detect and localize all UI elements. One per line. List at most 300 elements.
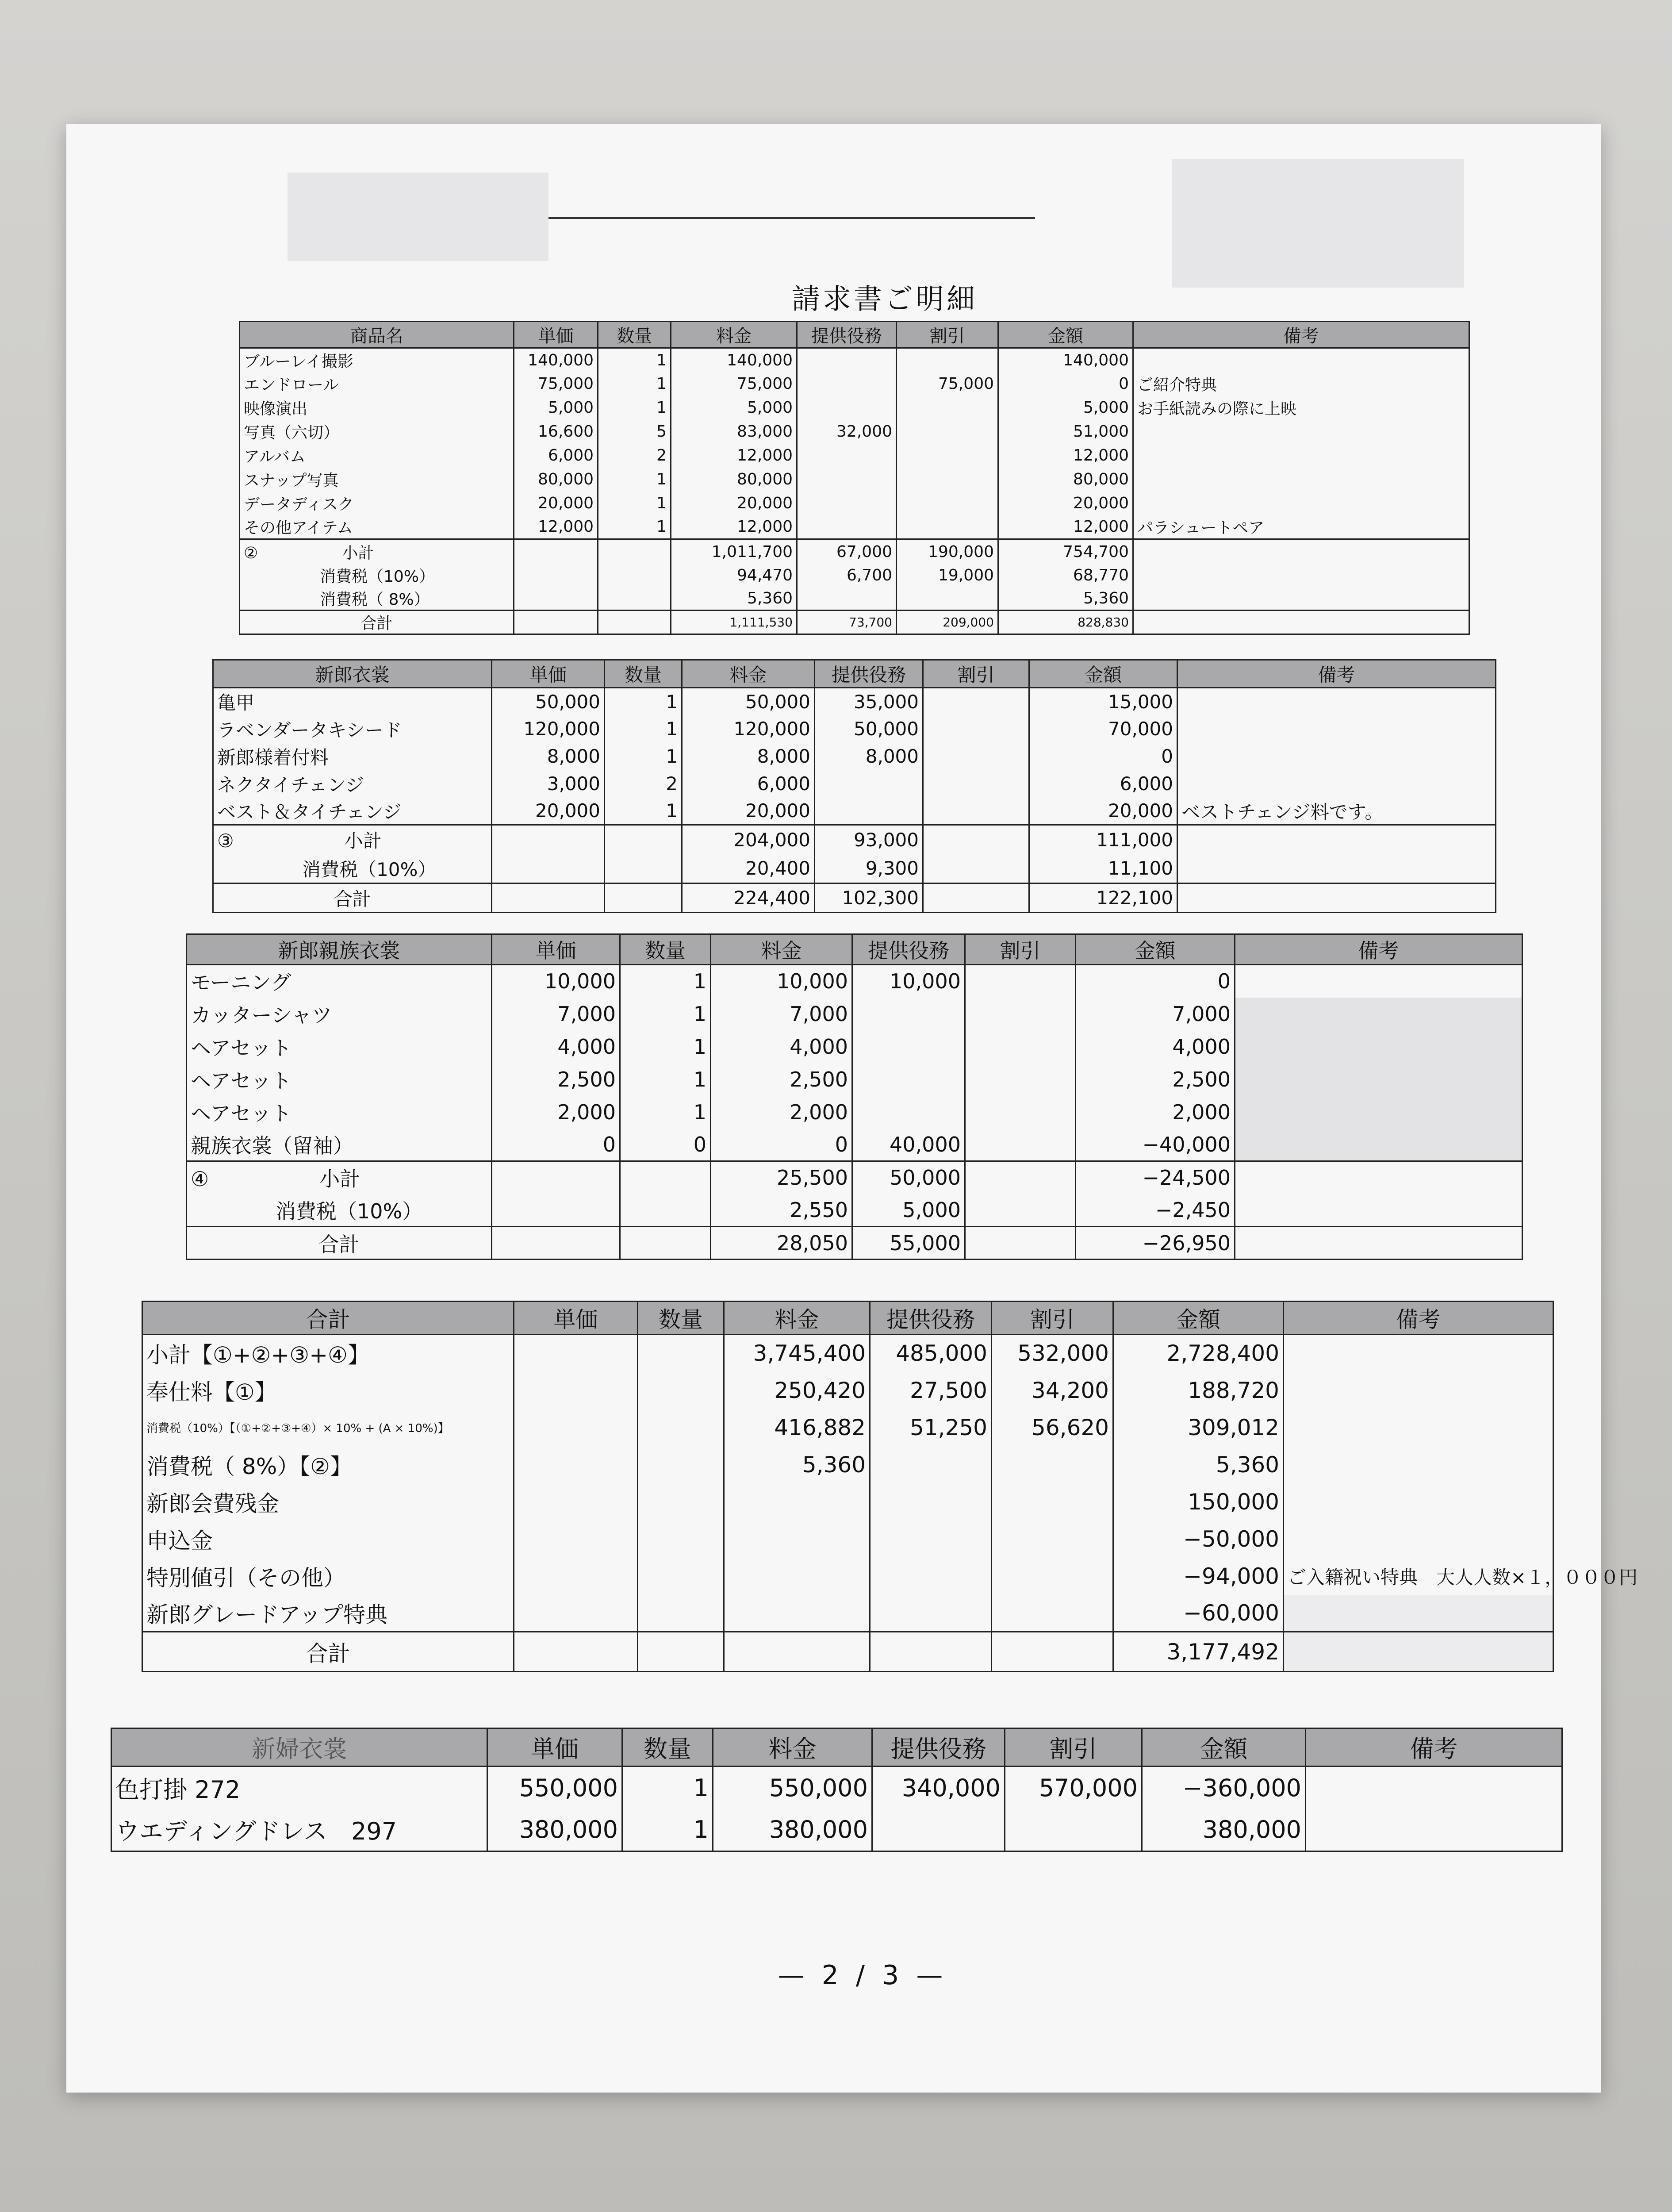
table-cell: その他アイテム: [240, 515, 514, 539]
table-cell: 写真（六切）: [240, 420, 514, 444]
table-row: [187, 1063, 1522, 1096]
table-cell: 特別値引（その他）: [142, 1558, 514, 1595]
table-cell: 申込金: [142, 1521, 514, 1558]
table-cell: 3,177,492: [1113, 1632, 1284, 1672]
table-cell: [1133, 468, 1469, 492]
table-cell: 親族衣裳（留袖）: [187, 1129, 492, 1161]
table-cell: 12,000: [671, 515, 797, 539]
col-header-unit-price: 単価: [492, 660, 605, 688]
table-cell: 50,000: [492, 688, 605, 715]
empty-cell: [1235, 998, 1522, 1030]
col-header-charge: 料金: [671, 322, 797, 348]
table-row: [187, 965, 1522, 998]
table-cell: [852, 998, 965, 1030]
table-cell: 1: [598, 468, 671, 492]
table-cell: 19,000: [897, 564, 998, 587]
table-cell: 0: [1029, 743, 1177, 770]
empty-cell: ④ 小計: [187, 1161, 492, 1194]
table-cell: 93,000: [815, 825, 923, 854]
table-cell: [724, 1595, 870, 1632]
col-header-charge: 料金: [724, 1302, 870, 1335]
empty-cell: [923, 825, 1029, 854]
table-row: [213, 798, 1496, 825]
table-cell: モーニング: [187, 965, 492, 998]
table-cell: [897, 396, 998, 420]
table-cell: 122,100: [1029, 883, 1177, 913]
table-cell: [870, 1558, 992, 1595]
empty-cell: [638, 1335, 724, 1372]
table-cell: 754,700: [998, 539, 1133, 564]
table-cell: [923, 688, 1029, 715]
table-cell: 68,770: [998, 564, 1133, 587]
table-cell: [1177, 743, 1496, 770]
empty-cell: [492, 883, 605, 913]
table-row: [213, 688, 1496, 715]
table-cell: [897, 492, 998, 515]
empty-cell: [514, 1595, 638, 1632]
empty-cell: [492, 1227, 620, 1260]
table-cell: 550,000: [713, 1767, 872, 1809]
table-cell: [815, 770, 923, 798]
total-row: [240, 610, 1469, 634]
table-cell: 亀甲: [213, 688, 492, 715]
table-cell: 合計: [213, 883, 492, 913]
table-cell: 6,700: [797, 564, 897, 587]
table-cell: 80,000: [998, 468, 1133, 492]
empty-cell: [492, 1194, 620, 1227]
table-cell: [992, 1595, 1113, 1632]
table-cell: [1177, 715, 1496, 743]
empty-cell: ③ 小計: [213, 825, 492, 854]
table-cell: 小計【①+②+③+④】: [142, 1335, 514, 1372]
table-cell: [897, 468, 998, 492]
subtotal-row: [240, 539, 1469, 564]
table-cell: [852, 1030, 965, 1063]
col-header-item: 新婦衣裳: [111, 1728, 487, 1767]
table-cell: 5,000: [514, 396, 598, 420]
table-cell: [815, 798, 923, 825]
table-cell: [870, 1595, 992, 1632]
table-cell: アルバム: [240, 444, 514, 468]
table-cell: [1177, 688, 1496, 715]
empty-cell: [1235, 1227, 1522, 1260]
col-header-quantity: 数量: [605, 660, 682, 688]
col-header-charge: 料金: [711, 934, 852, 965]
table-cell: ヘアセット: [187, 1096, 492, 1129]
table-cell: お手紙読みの際に上映: [1133, 396, 1469, 420]
table-cell: [1284, 1335, 1553, 1372]
empty-cell: [638, 1521, 724, 1558]
redacted-company-info: [1172, 159, 1464, 288]
table-cell: 0: [998, 372, 1133, 396]
empty-cell: [1133, 610, 1469, 634]
table-cell: [1284, 1409, 1553, 1446]
table-cell: 5: [598, 420, 671, 444]
table-cell: [870, 1446, 992, 1483]
empty-cell: [638, 1558, 724, 1595]
table-cell: 12,000: [671, 444, 797, 468]
table-cell: 新郎グレードアップ特典: [142, 1595, 514, 1632]
col-header-unit-price: 単価: [487, 1728, 622, 1767]
col-header-provided: 提供役務: [852, 934, 965, 965]
table-cell: [897, 420, 998, 444]
table-cell: 550,000: [487, 1767, 622, 1809]
empty-cell: [514, 1632, 638, 1672]
table-cell: ベストチェンジ料です。: [1177, 798, 1496, 825]
table-cell: 51,000: [998, 420, 1133, 444]
empty-cell: [1235, 1030, 1522, 1063]
empty-cell: [514, 1558, 638, 1595]
table-cell: 25,500: [711, 1161, 852, 1194]
empty-cell: [514, 610, 598, 634]
table-row: [240, 468, 1469, 492]
table-cell: 奉仕料【①】: [142, 1372, 514, 1409]
table-cell: 1: [598, 372, 671, 396]
empty-cell: [1306, 1767, 1562, 1809]
empty-cell: [1306, 1809, 1562, 1851]
table-cell: 2,728,400: [1113, 1335, 1284, 1372]
table-row: [240, 396, 1469, 420]
table-cell: 1: [620, 1030, 711, 1063]
table-cell: 0: [620, 1129, 711, 1161]
col-header-unit-price: 単価: [492, 934, 620, 965]
empty-cell: [605, 825, 682, 854]
table-cell: 1: [605, 743, 682, 770]
table-cell: 消費税（10%）【（①+②+③+④）× 10% + (A × 10%)】: [142, 1409, 514, 1446]
col-header-remarks: 備考: [1133, 322, 1469, 348]
table-cell: ご紹介特典: [1133, 372, 1469, 396]
table-cell: 20,400: [682, 854, 815, 883]
table-cell: 1: [605, 798, 682, 825]
table-cell: [797, 396, 897, 420]
table-row: [213, 715, 1496, 743]
table-cell: [1133, 348, 1469, 372]
table-cell: 15,000: [1029, 688, 1177, 715]
table-cell: 532,000: [992, 1335, 1113, 1372]
table-cell: ベスト＆タイチェンジ: [213, 798, 492, 825]
table-cell: 16,600: [514, 420, 598, 444]
table-cell: [992, 1483, 1113, 1521]
table-cell: ヘアセット: [187, 1063, 492, 1096]
table-cell: 75,000: [514, 372, 598, 396]
table-cell: 35,000: [815, 688, 923, 715]
col-header-provided: 提供役務: [872, 1728, 1005, 1767]
col-header-discount: 割引: [897, 322, 998, 348]
table-cell: [992, 1558, 1113, 1595]
table-cell: 1: [598, 515, 671, 539]
table-cell: スナップ写真: [240, 468, 514, 492]
table-cell: 340,000: [872, 1767, 1005, 1809]
table-cell: 1: [605, 715, 682, 743]
table-cell: 12,000: [998, 444, 1133, 468]
col-header-quantity: 数量: [622, 1728, 713, 1767]
col-header-discount: 割引: [1005, 1728, 1142, 1767]
table-cell: [965, 1129, 1076, 1161]
table-row: [240, 372, 1469, 396]
empty-cell: [923, 883, 1029, 913]
table-cell: 合計: [240, 610, 514, 634]
table-cell: 1: [598, 348, 671, 372]
col-header-remarks: 備考: [1177, 660, 1496, 688]
tax10-row: [213, 854, 1496, 883]
table-row: [142, 1483, 1553, 1521]
table-cell: 416,882: [724, 1409, 870, 1446]
table-cell: [965, 965, 1076, 998]
table-cell: 83,000: [671, 420, 797, 444]
empty-cell: [605, 854, 682, 883]
col-header-unit-price: 単価: [514, 1302, 638, 1335]
empty-cell: [598, 587, 671, 611]
table-cell: 4,000: [711, 1030, 852, 1063]
empty-cell: [724, 1632, 870, 1672]
table-cell: −60,000: [1113, 1595, 1284, 1632]
empty-cell: [1235, 1096, 1522, 1129]
col-header-provided: 提供役務: [815, 660, 923, 688]
col-header-discount: 割引: [992, 1302, 1113, 1335]
table-cell: 0: [1076, 965, 1235, 998]
table-cell: 1: [598, 396, 671, 420]
empty-cell: [620, 1194, 711, 1227]
empty-cell: [492, 825, 605, 854]
tax10-row: [187, 1194, 1522, 1227]
table-cell: 75,000: [897, 372, 998, 396]
table-cell: 映像演出: [240, 396, 514, 420]
table-cell: 8,000: [815, 743, 923, 770]
empty-cell: [605, 883, 682, 913]
table-cell: ネクタイチェンジ: [213, 770, 492, 798]
table-cell: [897, 348, 998, 372]
table-row: [187, 998, 1522, 1030]
table-cell: 1: [620, 998, 711, 1030]
empty-cell: [598, 539, 671, 564]
table-cell: [923, 715, 1029, 743]
empty-cell: [638, 1632, 724, 1672]
table-cell: 2,000: [1076, 1096, 1235, 1129]
table-cell: 309,012: [1113, 1409, 1284, 1446]
empty-cell: [492, 1161, 620, 1194]
empty-cell: [965, 1194, 1076, 1227]
table-cell: [923, 798, 1029, 825]
col-header-remarks: 備考: [1284, 1302, 1553, 1335]
empty-cell: [923, 854, 1029, 883]
table-cell: 20,000: [998, 492, 1133, 515]
table-row: [142, 1521, 1553, 1558]
empty-cell: [1235, 1161, 1522, 1194]
empty-cell: [620, 1227, 711, 1260]
empty-cell: [992, 1632, 1113, 1672]
table-cell: −94,000: [1113, 1558, 1284, 1595]
table-cell: 224,400: [682, 883, 815, 913]
table-cell: 27,500: [870, 1372, 992, 1409]
empty-cell: [598, 564, 671, 587]
table-cell: [870, 1521, 992, 1558]
table-cell: 色打掛 272: [111, 1767, 487, 1809]
table-row: [142, 1446, 1553, 1483]
table-cell: [797, 492, 897, 515]
table-cell: [923, 743, 1029, 770]
table-cell: 380,000: [487, 1809, 622, 1851]
table-cell: 1: [622, 1767, 713, 1809]
col-header-charge: 料金: [713, 1728, 872, 1767]
empty-cell: [1284, 1632, 1553, 1672]
table-cell: 570,000: [1005, 1767, 1142, 1809]
table-cell: 1: [605, 688, 682, 715]
table-cell: 70,000: [1029, 715, 1177, 743]
subtotal-row: [213, 825, 1496, 854]
table-cell: 188,720: [1113, 1372, 1284, 1409]
table-cell: −360,000: [1142, 1767, 1306, 1809]
table-cell: [1005, 1809, 1142, 1851]
table-cell: [1284, 1483, 1553, 1521]
total-row: [142, 1632, 1553, 1672]
table-cell: 34,200: [992, 1372, 1113, 1409]
table-cell: 380,000: [1142, 1809, 1306, 1851]
table-cell: [965, 1063, 1076, 1096]
invoice-page: [66, 124, 1638, 2093]
table-cell: [797, 515, 897, 539]
col-header-charge: 料金: [682, 660, 815, 688]
table-cell: 20,000: [682, 798, 815, 825]
col-header-amount: 金額: [1029, 660, 1177, 688]
total-row: [213, 883, 1496, 913]
empty-cell: [1235, 1063, 1522, 1096]
table-cell: 204,000: [682, 825, 815, 854]
table-cell: 75,000: [671, 372, 797, 396]
col-header-item: 新郎親族衣裳: [187, 934, 492, 965]
table-cell: 消費税（ 8%）【②】: [142, 1446, 514, 1483]
empty-cell: [638, 1372, 724, 1409]
table-cell: 5,000: [671, 396, 797, 420]
table-cell: パラシュートペア: [1133, 515, 1469, 539]
table-cell: [1133, 420, 1469, 444]
col-header-item: 合計: [142, 1302, 514, 1335]
table-cell: 1: [620, 965, 711, 998]
table-cell: 6,000: [682, 770, 815, 798]
table-cell: [852, 1063, 965, 1096]
table-cell: 51,250: [870, 1409, 992, 1446]
table-cell: カッターシャツ: [187, 998, 492, 1030]
table-cell: 50,000: [815, 715, 923, 743]
col-header-quantity: 数量: [598, 322, 671, 348]
table-cell: 合計: [142, 1632, 514, 1672]
table-cell: 50,000: [852, 1161, 965, 1194]
table-cell: 消費税（ 8%）: [240, 587, 514, 611]
table-cell: 3,000: [492, 770, 605, 798]
table-cell: 5,000: [998, 396, 1133, 420]
table-cell: [965, 1096, 1076, 1129]
table-cell: 1: [620, 1063, 711, 1096]
col-header-item: 新郎衣裳: [213, 660, 492, 688]
tax10-row: [240, 564, 1469, 587]
table-cell: [965, 1030, 1076, 1063]
table-cell: [992, 1446, 1113, 1483]
table-cell: 10,000: [711, 965, 852, 998]
table-cell: [1284, 1372, 1553, 1409]
col-header-discount: 割引: [923, 660, 1029, 688]
table-cell: 5,360: [1113, 1446, 1284, 1483]
table-cell: 20,000: [492, 798, 605, 825]
table-cell: 50,000: [682, 688, 815, 715]
empty-cell: [620, 1161, 711, 1194]
table-cell: [897, 515, 998, 539]
table-cell: [797, 468, 897, 492]
table-cell: 140,000: [514, 348, 598, 372]
table-cell: エンドロール: [240, 372, 514, 396]
table-cell: 485,000: [870, 1335, 992, 1372]
table-cell: 828,830: [998, 610, 1133, 634]
table-cell: 1: [620, 1096, 711, 1129]
table-cell: 消費税（10%）: [240, 564, 514, 587]
table-cell: 7,000: [1076, 998, 1235, 1030]
table-row: [240, 492, 1469, 515]
table-row: [111, 1809, 1562, 1851]
table-row: [213, 770, 1496, 798]
total-row: [187, 1227, 1522, 1260]
table-cell: [1177, 770, 1496, 798]
table-cell: [724, 1483, 870, 1521]
table-cell: 73,700: [797, 610, 897, 634]
empty-cell: [1177, 854, 1496, 883]
table-cell: [897, 444, 998, 468]
table-cell: 5,360: [998, 587, 1133, 611]
table-row: [111, 1767, 1562, 1809]
table-cell: 消費税（10%）: [187, 1194, 492, 1227]
empty-cell: [1133, 564, 1469, 587]
section-groom-attire-table: [212, 659, 1496, 913]
table-cell: [1284, 1446, 1553, 1483]
table-cell: 20,000: [1029, 798, 1177, 825]
table-cell: データディスク: [240, 492, 514, 515]
empty-cell: [1133, 587, 1469, 611]
table-cell: −40,000: [1076, 1129, 1235, 1161]
empty-cell: [965, 1227, 1076, 1260]
empty-cell: [965, 1161, 1076, 1194]
table-cell: 8,000: [492, 743, 605, 770]
table-cell: −24,500: [1076, 1161, 1235, 1194]
empty-cell: [514, 1409, 638, 1446]
table-cell: 80,000: [514, 468, 598, 492]
table-cell: [1284, 1595, 1553, 1632]
table-cell: 250,420: [724, 1372, 870, 1409]
col-header-amount: 金額: [1076, 934, 1235, 965]
table-cell: 9,300: [815, 854, 923, 883]
table-cell: [852, 1096, 965, 1129]
table-cell: 合計: [187, 1227, 492, 1260]
table-cell: 新郎様着付料: [213, 743, 492, 770]
table-cell: [797, 444, 897, 468]
empty-cell: [492, 854, 605, 883]
table-cell: [965, 998, 1076, 1030]
table-cell: 消費税（10%）: [213, 854, 492, 883]
empty-cell: [638, 1409, 724, 1446]
table-cell: 7,000: [711, 998, 852, 1030]
empty-cell: [1235, 965, 1522, 998]
col-header-remarks: 備考: [1306, 1728, 1562, 1767]
redacted-customer-name: [288, 173, 548, 261]
table-cell: 新郎会費残金: [142, 1483, 514, 1521]
table-cell: 6,000: [1029, 770, 1177, 798]
table-cell: 1: [598, 492, 671, 515]
empty-cell: [514, 1335, 638, 1372]
empty-cell: [1133, 539, 1469, 564]
col-header-amount: 金額: [1142, 1728, 1306, 1767]
table-cell: 120,000: [492, 715, 605, 743]
table-cell: 10,000: [492, 965, 620, 998]
table-cell: 4,000: [492, 1030, 620, 1063]
table-cell: 150,000: [1113, 1483, 1284, 1521]
subtotal-row: [187, 1161, 1522, 1194]
col-header-amount: 金額: [1113, 1302, 1284, 1335]
